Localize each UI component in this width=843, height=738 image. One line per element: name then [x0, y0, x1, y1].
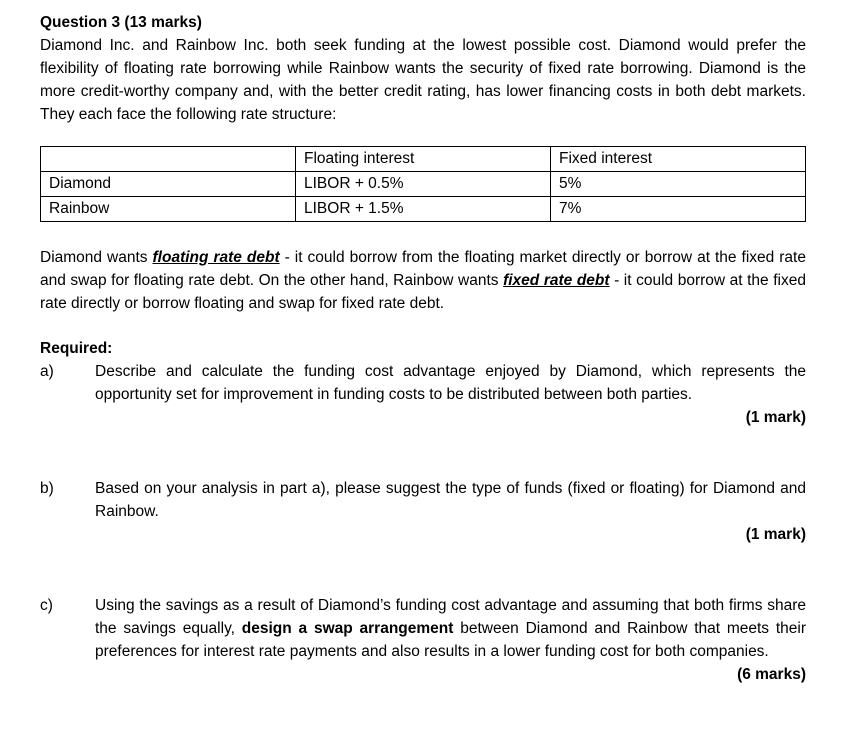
floating-rate-debt-emphasis: floating rate debt: [152, 249, 280, 266]
table-row-diamond: [41, 172, 806, 197]
question-title: Question 3 (13 marks): [40, 14, 202, 31]
preferences-paragraph: [40, 246, 806, 315]
fixed-rate-debt-emphasis: fixed rate debt: [503, 272, 610, 289]
part-c-marks: (6 marks): [737, 666, 806, 683]
diamond-label-cell: Diamond: [41, 172, 296, 197]
rate-structure-table: [40, 146, 806, 222]
preferences-text-3: - it could borrow at the fixed rate directly or borrow floating and swap for fixed rate debt.: [40, 272, 806, 312]
rainbow-fixed-rate-cell: 7%: [551, 197, 806, 222]
part-b-letter: b): [40, 480, 54, 497]
question-part-a: [40, 360, 806, 406]
diamond-fixed-rate-cell: 5%: [551, 172, 806, 197]
preferences-text-1: Diamond wants: [40, 249, 153, 266]
part-b-text: Based on your analysis in part a), please suggest the type of funds (fixed or floating) for Diamond and Rainbow.: [95, 480, 806, 520]
part-c-text-after: between Diamond and Rainbow that meets their preferences for interest rate payments and also results in a lower funding cost for both companies.: [95, 620, 807, 660]
rainbow-floating-rate-cell: LIBOR + 1.5%: [296, 197, 551, 222]
table-row-rainbow: [41, 197, 806, 222]
table-header-fixed-interest: Fixed interest: [551, 147, 806, 172]
diamond-floating-rate-cell: LIBOR + 0.5%: [296, 172, 551, 197]
part-c-text: [95, 594, 806, 663]
design-swap-arrangement-bold: design a swap arrangement: [241, 620, 454, 637]
intro-paragraph: Diamond Inc. and Rainbow Inc. both seek funding at the lowest possible cost. Diamond would prefer the flexibility of floating rate borrowing while Rainbow wants the security of fixed rate borrowing. Diamond is the more credit-worthy company and, with the better credit rating, has lower financing costs in both debt markets. They each face the following rate structure:: [40, 37, 806, 123]
part-b-marks: (1 mark): [745, 526, 806, 543]
table-header-empty: [41, 147, 296, 172]
table-header-row: [41, 147, 806, 172]
part-a-marks: (1 mark): [745, 409, 806, 426]
preferences-text-2: - it could borrow from the floating market directly or borrow at the fixed rate and swap for floating rate debt. On the other hand, Rainbow wants: [40, 249, 806, 289]
part-a-text: Describe and calculate the funding cost advantage enjoyed by Diamond, which represents the opportunity set for improvement in funding costs to be distributed between both parties.: [95, 363, 806, 403]
rainbow-label-cell: Rainbow: [41, 197, 296, 222]
part-a-letter: a): [40, 363, 54, 380]
question-part-b: [40, 477, 806, 523]
question-part-c: [40, 594, 806, 663]
table-header-floating-interest: Floating interest: [296, 147, 551, 172]
part-c-text-before: Using the savings as a result of Diamond’s funding cost advantage and assuming that both firms share the savings equally,: [95, 597, 806, 637]
required-label: Required:: [40, 340, 113, 357]
part-c-letter: c): [40, 597, 53, 614]
